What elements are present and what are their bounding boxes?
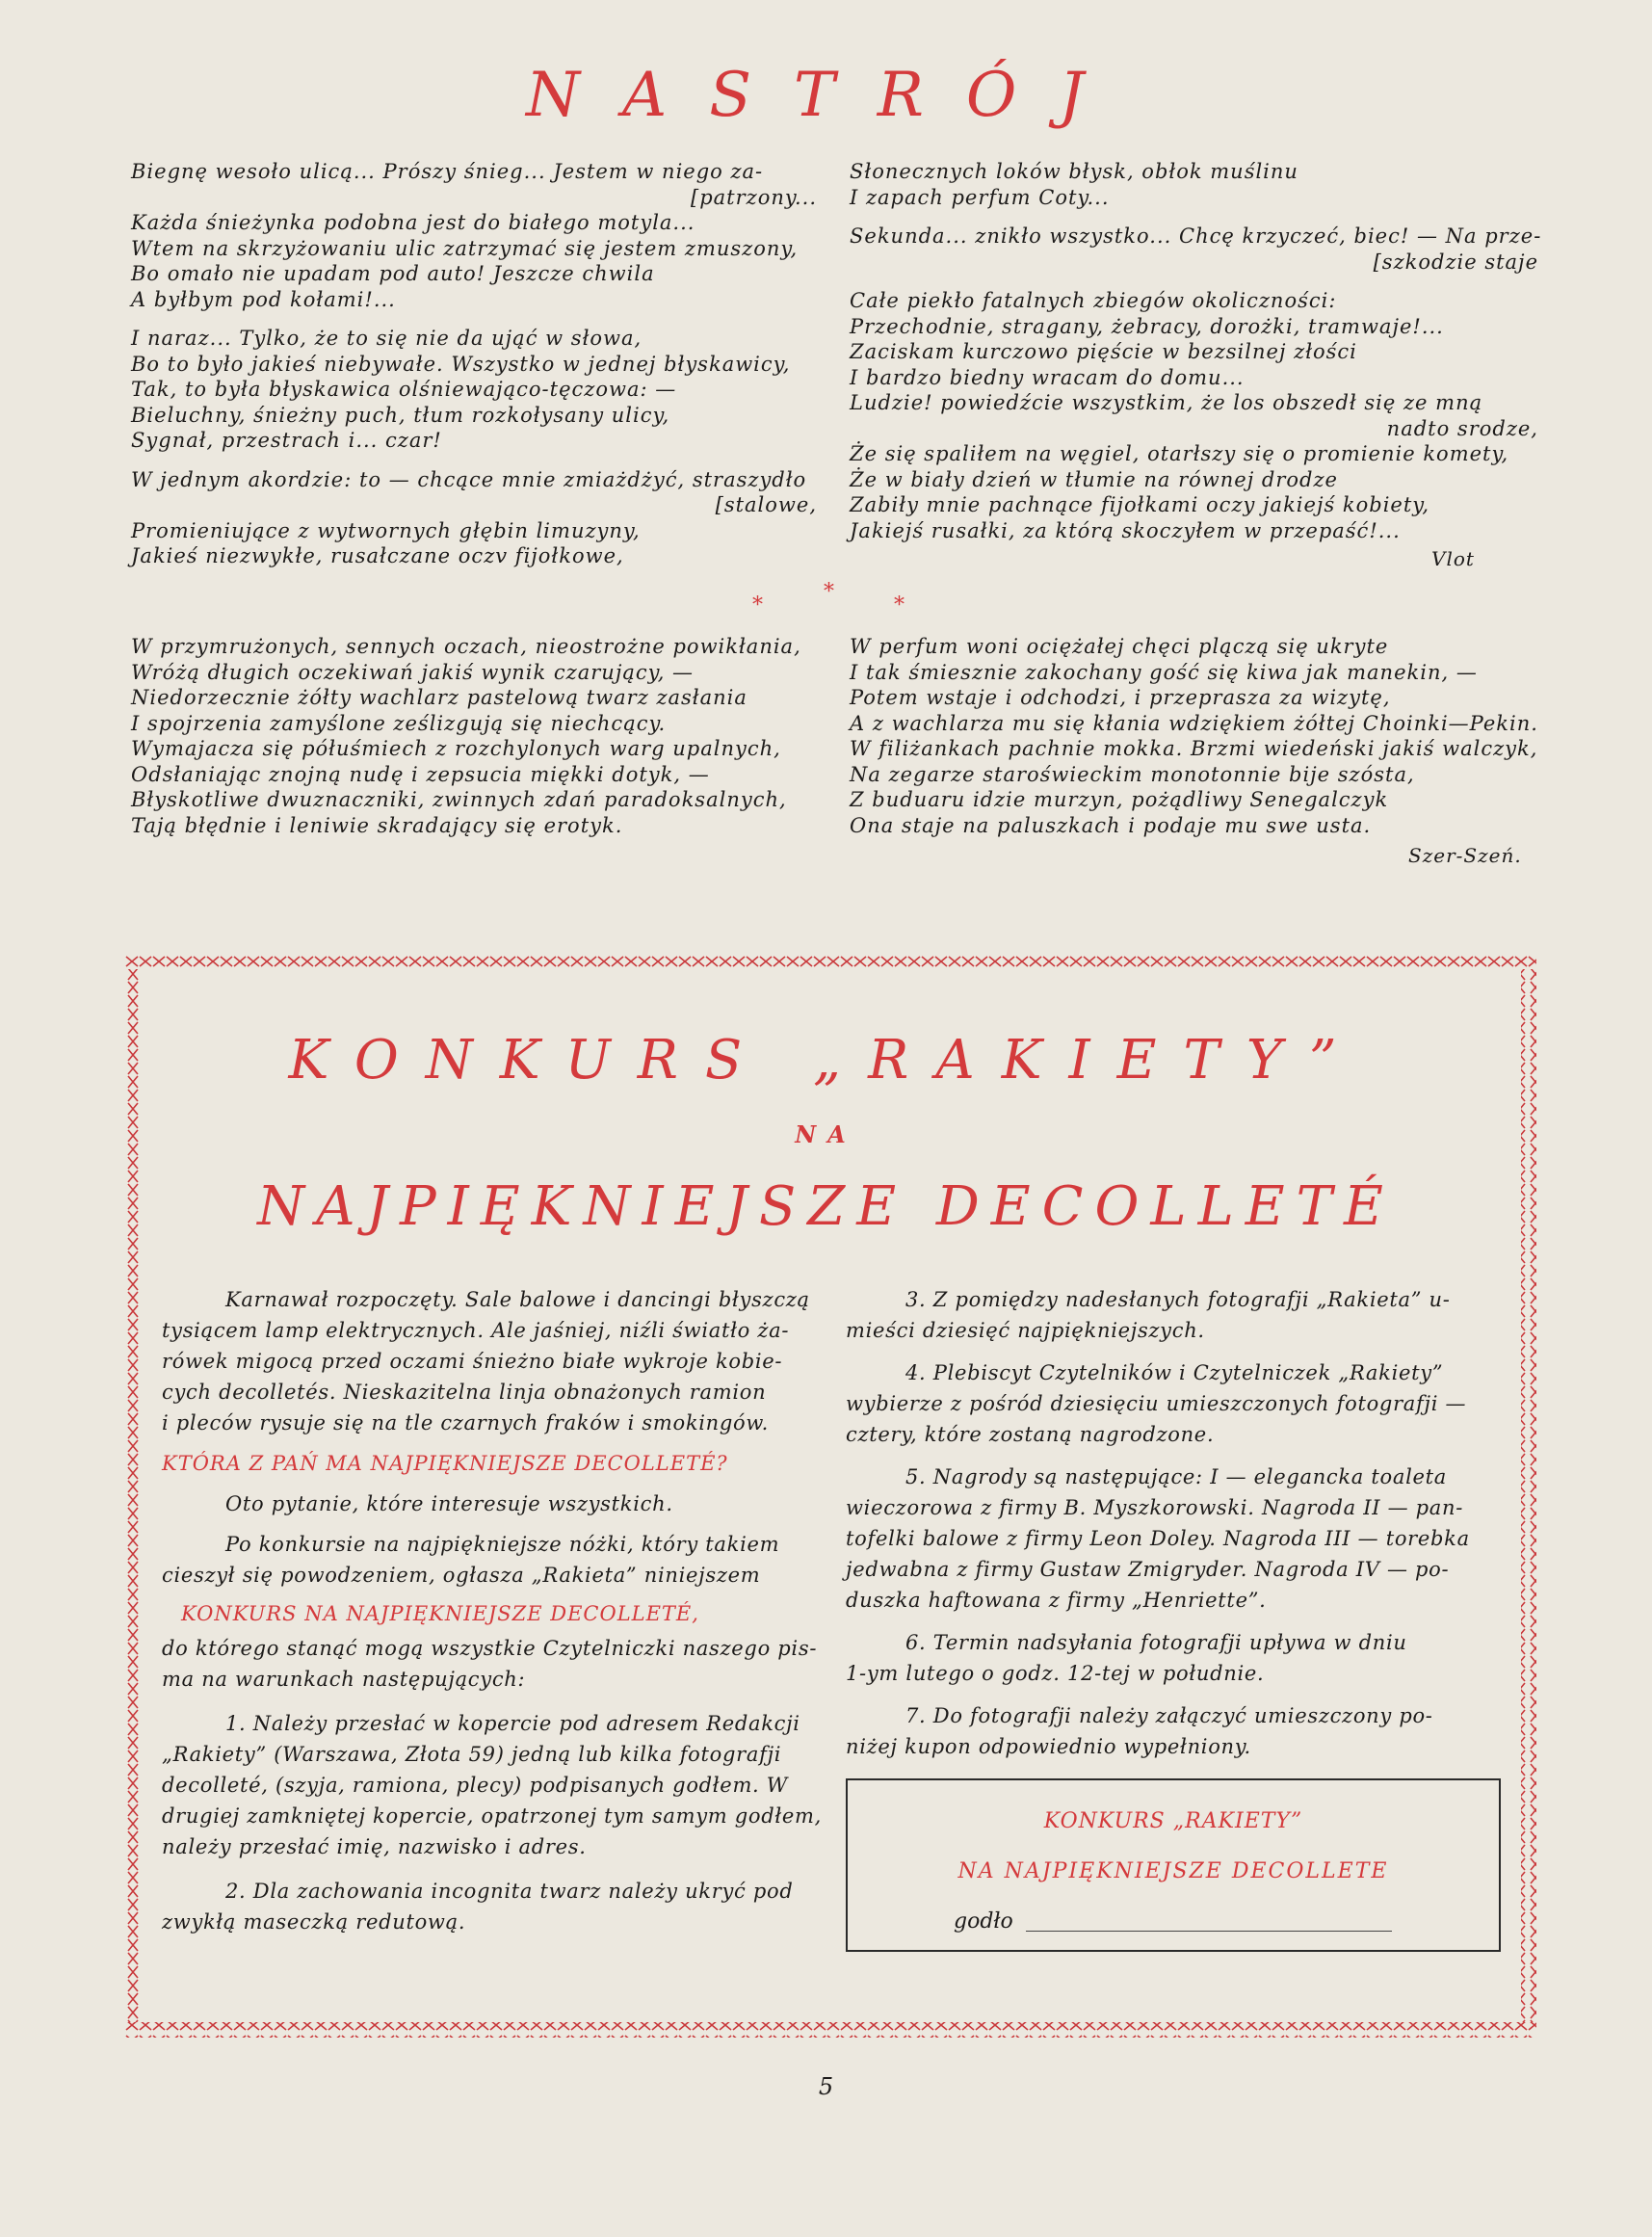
poem-line: Wtem na skrzyżowaniu ulic zatrzymać się jestem zmuszony,: [131, 236, 799, 260]
text-line: 5. Nagrody są następujące: I — elegancka toaleta: [905, 1465, 1448, 1488]
text-line: wieczorowa z firmy B. Myszkorowski. Nagroda II — pan-: [846, 1496, 1464, 1519]
contest-na: NA: [795, 1120, 857, 1148]
coupon-motto-field[interactable]: [1026, 1931, 1392, 1932]
poem-line: W filiżankach pachnie mokka. Brzmi wiedeński jakiś walczyk,: [850, 737, 1538, 760]
poem2-right-column: [850, 634, 1538, 838]
poem-line: Ludzie! powiedźcie wszystkim, że los obszedł się ze mną: [850, 391, 1483, 414]
poem-line: Słonecznych loków błysk, obłok muślinu: [850, 160, 1298, 183]
poem-line: Zabiły mnie pachnące fijołkami oczy jakiejś kobiety,: [850, 493, 1430, 516]
poem-line: Na zegarze staroświeckim monotonnie bije szósta,: [850, 762, 1415, 786]
text-line: do którego stanąć mogą wszystkie Czytelniczki naszego pis-: [162, 1637, 818, 1660]
magazine-page: NASTRÓJ Biegnę wesoło ulicą... Prószy śnieg... Jestem w niego za- [patrzony... Każda śnieżynka podobna jest do białego motyla... Wtem na skrzyżowaniu ulic zatrzymać się jestem zmuszony, Bo omało nie upadam pod auto! Jeszcze chwila A byłbym pod kołami!... I naraz... Tylko, że to się nie da ująć w słowa, Bo to było jakieś niebywałe. Wszystko w jednej błyskawicy, Tak, to była błyskawica olśniewająco-tęczowa: — Bieluchny, śnieżny puch, tłum rozkołysany ulicy, Sygnał, przestrach i... czar! W jednym akordzie: to — chcące mnie zmiażdżyć, straszydło [stalowe, Promieniujące z wytwornych głębin limuzyny, Jakieś niezwykłe, rusałczane oczv fijołkowe, Słonecznych loków błysk, obłok muślinu I zapach perfum Coty... Sekunda... znikło wszystko... Chcę krzyczeć, biec! — Na prze- [szkodzie staje Całe piekło fatalnych zbiegów okoliczności: Przechodnie, stragany, żebracy, dorożki, tramwaje!... Zaciskam kurczowo pięście w bezsilnej złości I bardzo biedny wracam do domu... Ludzie! powiedźcie wszystkim, że los obszedł się ze mną nadto srodze, Że się spaliłem na węgiel, otarłszy się o promienie komety, Że w biały dzień w tłumie na równej drodze Zabiły mnie pachnące fijołkami oczy jakiejś kobiety, Jakiejś rusałki, za którą skoczyłem w przepaść!... Vlot * * * W przymrużonych, sennych oczach, nieostrożne powikłania, Wróżą długich oczekiwań jakiś wynik czarujący, — Niedorzecznie żółty wachlarz pastelową twarz zasłania I spojrzenia zamyślone ześlizgują się niechcący. Wymajacza się półuśmiech z rozchylonych warg upalnych, Odsłaniając znojną nudę i zepsucia miękki dotyk, — Błyskotliwe dwuznaczniki, zwinnych zdań paradoksalnych, Tają błędnie i leniwie skradający się erotyk. W perfum woni ociężałej chęci plączą się ukryte I tak śmiesznie zakochany gość się kiwa jak manekin, — Potem wstaje i odchodzi, i przeprasza za wizytę, A z wachlarza mu się kłania wdziękiem żółtej Choinki—Pekin. W filiżankach pachnie mokka. Brzmi wiedeński jakiś walczyk, Na zegarze staroświeckim monotonnie bije szósta, Z buduaru idzie murzyn, pożądliwy Senegalczyk Ona staje na paluszkach i podaje mu swe usta. Szer-Szeń. KONKURS „RAKIETY” NA NAJPIĘKNIEJSZE DECOLLETÉ Karnawał rozpoczęty. Sale balowe i dancingi błyszczą tysiącem lamp elektrycznych. Ale jaśniej, niźli światło ża- rówek migocą przed oczami śnieżno białe wykroje kobie- cych decolletés. Nieskazitelna linja obnażonych ramion i pleców rysuje się na tle czarnych fraków i smokingów. KTÓRA Z PAŃ MA NAJPIĘKNIEJSZE DECOLLETÉ? Oto pytanie, które interesuje wszystkich. Po konkursie na najpiękniejsze nóżki, który takiem cieszył się powodzeniem, ogłasza „Rakieta” niniejszem KONKURS NA NAJPIĘKNIEJSZE DECOLLETÉ, do którego stanąć mogą wszystkie Czytelniczki naszego pis- ma na warunkach następujących: 1. Należy przesłać w kopercie pod adresem Redakcji „Rakiety” (Warszawa, Złota 59) jedną lub kilka fotografji decolleté, (szyja, ramiona, plecy) podpisanych godłem. W drugiej zamkniętej kopercie, opatrzonej tym samym godłem, należy przesłać imię, nazwisko i adres. 2. Dla zachowania incognita twarz należy ukryć pod zwykłą maseczką redutową. 3. Z pomiędzy nadesłanych fotografji „Rakieta” u- mieści dziesięć najpiękniejszych. 4. Plebiscyt Czytelników i Czytelniczek „Rakiety” wybierze z pośród dziesięciu umieszczonych fotografji — cztery, które zostaną nagrodzone. 5. Nagrody są następujące: I — elegancka toaleta wieczorowa z firmy B. Myszkorowski. Nagroda II — pan- tofelki balowe z firmy Leon Doley. Nagroda III — torebka jedwabna z firmy Gustaw Zmigryder. Nagroda IV — po- duszka haftowana z firmy „Henriette”. 6. Termin nadsyłania fotografji upływa w dniu 1-ym lutego o godz. 12-tej w południe. 7. Do fotografji należy załączyć umieszczony po- niżej kupon odpowiednio wypełniony. KONKURS „RAKIETY” NA NAJPIĘKNIEJSZE DECOLLETE godło 5: [0, 0, 1652, 2237]
text-line: tysiącem lamp elektrycznych. Ale jaśniej, niźli światło ża-: [162, 1319, 790, 1342]
poem-line: Potem wstaje i odchodzi, i przeprasza za wizytę,: [850, 686, 1391, 709]
poem-line: I naraz... Tylko, że to się nie da ująć w słowa,: [131, 327, 642, 350]
text-line: 3. Z pomiędzy nadesłanych fotografji „Rakieta” u-: [905, 1288, 1451, 1311]
text-line: cieszył się powodzeniem, ogłasza „Rakieta” niniejszem: [162, 1564, 761, 1587]
text-line: wybierze z pośród dziesięciu umieszczonych fotografji —: [846, 1392, 1467, 1415]
intro-paragraph: [162, 1284, 826, 1315]
coupon-subtitle: NA NAJPIĘKNIEJSZE DECOLLETE: [957, 1859, 1389, 1883]
poem-line: Odsłaniając znojną nudę i zepsucia miękki dotyk, —: [131, 762, 710, 786]
poem1-left-column: [131, 159, 817, 583]
poem-line: Sekunda... znikło wszystko... Chcę krzyczeć, biec! — Na prze-: [850, 224, 1542, 248]
text-line: tofelki balowe z firmy Leon Doley. Nagroda III — torebka: [846, 1527, 1470, 1550]
text-line: decolleté, (szyja, ramiona, plecy) podpisanych godłem. W: [162, 1774, 789, 1797]
text-line: Oto pytanie, które interesuje wszystkich.: [225, 1492, 673, 1515]
poem-line: I bardzo biedny wracam do domu...: [850, 365, 1245, 389]
poem-line: Tają błędnie i leniwie skradający się erotyk.: [131, 813, 623, 837]
contest-title: KONKURS „RAKIETY”: [288, 1029, 1364, 1092]
text-line: duszka haftowana z firmy „Henriette”.: [846, 1589, 1267, 1612]
text-line: zwykłą maseczką redutową.: [162, 1910, 466, 1934]
text-line: Po konkursie na najpiękniejsze nóżki, który takiem: [225, 1533, 780, 1556]
poem-line: Bo omało nie upadam pod auto! Jeszcze chwila: [131, 262, 655, 285]
text-line: 6. Termin nadsyłania fotografji upływa w dniu: [905, 1631, 1407, 1654]
poem-line: nadto srodze,: [1386, 416, 1538, 440]
poem-line: A z wachlarza mu się kłania wdziękiem żółtej Choinki—Pekin.: [850, 711, 1538, 735]
poem-line: Sygnał, przestrach i... czar!: [131, 429, 442, 452]
poem-line: Tak, to była błyskawica olśniewająco-tęczowa: —: [131, 378, 677, 401]
poem-line: [patrzony...: [691, 185, 817, 209]
text-line: mieści dziesięć najpiękniejszych.: [846, 1319, 1205, 1342]
poem-line: Jakiejś rusałki, za którą skoczyłem w przepaść!...: [850, 518, 1401, 542]
text-line: jedwabna z firmy Gustaw Zmigryder. Nagroda IV — po-: [846, 1558, 1450, 1581]
poem-line: Wróżą długich oczekiwań jakiś wynik czarujący, —: [131, 660, 695, 684]
text-line: niżej kupon odpowiednio wypełniony.: [846, 1735, 1251, 1758]
text-line: 1. Należy przesłać w kopercie pod adresem Redakcji: [225, 1712, 800, 1735]
poem-line: W przymrużonych, sennych oczach, nieostrożne powikłania,: [131, 635, 801, 658]
contest-question: KTÓRA Z PAŃ MA NAJPIĘKNIEJSZE DECOLLETÉ?: [162, 1452, 728, 1475]
poem-line: I spojrzenia zamyślone ześlizgują się niechcący.: [131, 711, 667, 735]
poem-line: [stalowe,: [715, 493, 817, 516]
poem-line: Bo to było jakieś niebywałe. Wszystko w jednej błyskawicy,: [131, 352, 791, 376]
poem-line: Zaciskam kurczowo pięście w bezsilnej złości: [850, 340, 1357, 363]
text-line: ma na warunkach następujących:: [162, 1668, 526, 1691]
poem1-signature: Vlot: [1431, 547, 1475, 570]
poem1-right-column: [850, 159, 1542, 557]
contest-coupon[interactable]: [846, 1778, 1501, 1952]
poem-line: Błyskotliwe dwuznaczniki, zwinnych zdań paradoksalnych,: [131, 788, 787, 811]
text-line: i pleców rysuje się na tle czarnych fraków i smokingów.: [162, 1411, 769, 1434]
poem-line: A byłbym pod kołami!...: [131, 287, 396, 311]
poem-line: Wymajacza się półuśmiech z rozchylonych warg upalnych,: [131, 737, 781, 760]
poem2-left-column: [131, 634, 817, 838]
poem-line: Niedorzecznie żółty wachlarz pastelową twarz zasłania: [131, 686, 747, 709]
poem-line: Że się spaliłem na węgiel, otarłszy się o promienie komety,: [850, 442, 1509, 465]
text-line: drugiej zamkniętej kopercie, opatrzonej tym samym godłem,: [162, 1804, 822, 1828]
text-line: 7. Do fotografji należy załączyć umieszczony po-: [905, 1704, 1433, 1727]
poem-line: [szkodzie staje: [1373, 250, 1538, 274]
poem-line: Każda śnieżynka podobna jest do białego motyla...: [131, 211, 695, 234]
poem-line: Całe piekło fatalnych zbiegów okoliczności:: [850, 289, 1337, 312]
poem-line: W jednym akordzie: to — chcące mnie zmiażdżyć, straszydło: [131, 467, 807, 491]
text-line: cych decolletés. Nieskazitelna linja obnażonych ramion: [162, 1381, 767, 1404]
poem-line: W perfum woni ociężałej chęci plączą się ukryte: [850, 635, 1389, 658]
text-line: należy przesłać imię, nazwisko i adres.: [162, 1835, 587, 1858]
poem-line: Z buduaru idzie murzyn, pożądliwy Senegalczyk: [850, 788, 1389, 811]
coupon-title: KONKURS „RAKIETY”: [1043, 1809, 1303, 1833]
contest-heading: KONKURS NA NAJPIĘKNIEJSZE DECOLLETÉ,: [181, 1602, 699, 1625]
poem-title: NASTRÓJ: [525, 60, 1127, 131]
contest-subtitle: NAJPIĘKNIEJSZE DECOLLETÉ: [257, 1175, 1395, 1238]
text-line: 2. Dla zachowania incognita twarz należy ukryć pod: [225, 1880, 794, 1903]
poem-line: Bieluchny, śnieżny puch, tłum rozkołysany ulicy,: [131, 403, 670, 427]
contest-left-column: [162, 1284, 826, 1937]
page-number: 5: [818, 2073, 834, 2100]
text-line: Karnawał rozpoczęty. Sale balowe i dancingi błyszczą: [225, 1288, 810, 1311]
poem-line: Biegnę wesoło ulicą... Prószy śnieg... Jestem w niego za-: [131, 160, 764, 183]
text-line: „Rakiety” (Warszawa, Złota 59) jedną lub kilka fotografji: [162, 1743, 782, 1766]
coupon-label: godło: [954, 1909, 1013, 1934]
text-line: rówek migocą przed oczami śnieżno białe wykroje kobie-: [162, 1350, 783, 1373]
poem2-signature: Szer-Szeń.: [1408, 844, 1522, 867]
poem-line: Jakieś niezwykłe, rusałczane oczv fijołkowe,: [131, 544, 624, 567]
poem-line: I zapach perfum Coty...: [850, 185, 1110, 209]
text-line: cztery, które zostaną nagrodzone.: [846, 1423, 1215, 1446]
poem-line: I tak śmiesznie zakochany gość się kiwa jak manekin, —: [850, 660, 1478, 684]
text-line: 1-ym lutego o godz. 12-tej w południe.: [846, 1662, 1265, 1685]
text-line: 4. Plebiscyt Czytelników i Czytelniczek „Rakiety”: [905, 1361, 1444, 1384]
poem-line: Ona staje na paluszkach i podaje mu swe usta.: [850, 813, 1372, 837]
poem-line: Przechodnie, stragany, żebracy, dorożki, tramwaje!...: [850, 314, 1444, 338]
poem-line: Promieniujące z wytwornych głębin limuzyny,: [131, 518, 641, 542]
poem-line: Że w biały dzień w tłumie na równej drodze: [850, 467, 1338, 491]
contest-right-column: [846, 1284, 1510, 1762]
